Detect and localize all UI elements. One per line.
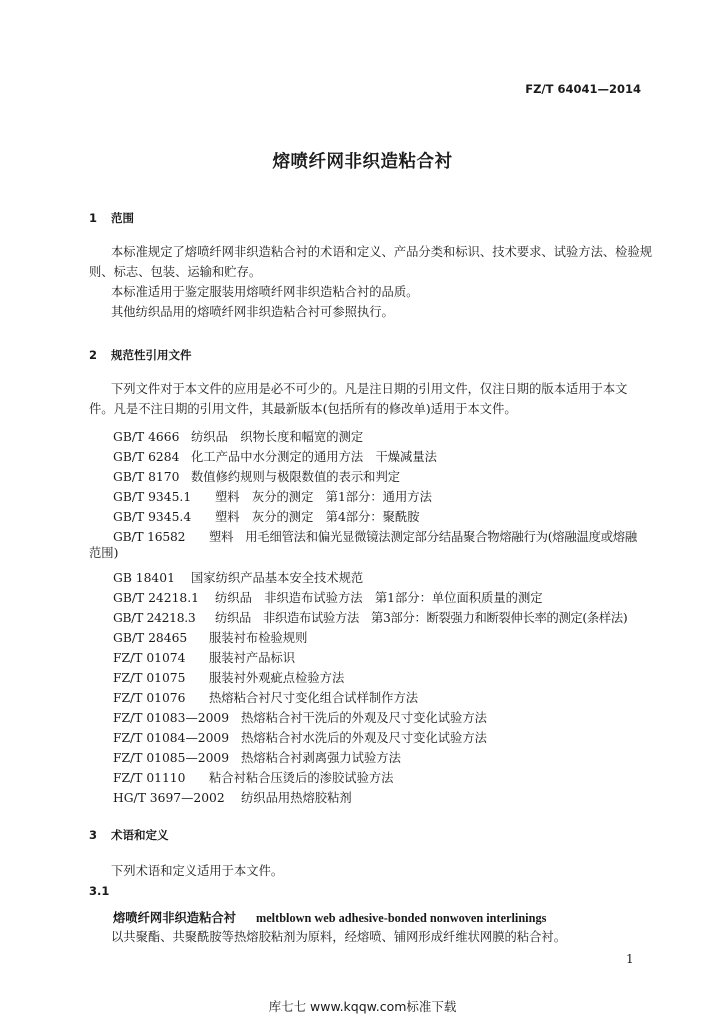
reference-name: 粘合衬粘合压烫后的渗胶试验方法 xyxy=(209,771,394,785)
reference-name: 塑料 灰分的测定 第1部分：通用方法 xyxy=(215,490,432,504)
reference-name: 纺织品 非织造布试验方法 第3部分：断裂强力和断裂伸长率的测定(条样法) xyxy=(215,611,628,625)
reference-item xyxy=(113,568,363,586)
reference-name: 塑料 灰分的测定 第4部分：聚酰胺 xyxy=(215,510,420,524)
section-2-heading xyxy=(89,347,192,363)
reference-name: 热熔粘合衬尺寸变化组合试样制作方法 xyxy=(209,691,419,705)
references-intro-line: 件。凡是不注日期的引用文件，其最新版本(包括所有的修改单)适用于本文件。 xyxy=(89,402,517,416)
scope-applicability: 本标准适用于鉴定服装用熔喷纤网非织造粘合衬的品质。 xyxy=(111,285,419,299)
reference-name: 纺织品 织物长度和幅宽的测定 xyxy=(191,430,364,444)
reference-name: 纺织品 非织造布试验方法 第1部分：单位面积质量的测定 xyxy=(215,591,543,605)
term-entry xyxy=(113,908,546,926)
reference-code: HG/T 3697—2002 xyxy=(113,791,225,805)
reference-code: FZ/T 01074 xyxy=(113,651,186,665)
reference-code: FZ/T 01083—2009 xyxy=(113,711,230,725)
term-definition: 以共聚酯、共聚酰胺等热熔胶粘剂为原料，经熔喷、铺网形成纤维状网膜的粘合衬。 xyxy=(111,930,566,944)
section-title: 术语和定义 xyxy=(111,828,169,842)
scope-other-use: 其他纺织品用的熔喷纤网非织造粘合衬可参照执行。 xyxy=(111,305,394,319)
download-footer: 库七七 www.kqqw.com标准下载 xyxy=(268,999,457,1014)
reference-name: 热熔粘合衬干洗后的外观及尺寸变化试验方法 xyxy=(241,711,487,725)
reference-name: 服装衬布检验规则 xyxy=(209,631,308,645)
reference-code: FZ/T 01110 xyxy=(113,771,186,785)
reference-item xyxy=(113,768,393,786)
reference-item xyxy=(113,588,543,606)
reference-item xyxy=(113,608,627,626)
reference-item xyxy=(113,668,344,686)
page-number: 1 xyxy=(626,952,634,966)
reference-code: GB/T 16582 xyxy=(113,530,186,544)
document-title: 熔喷纤网非织造粘合衬 xyxy=(272,152,453,172)
reference-code: GB/T 4666 xyxy=(113,430,180,444)
reference-item xyxy=(113,748,401,766)
reference-item xyxy=(113,788,352,806)
reference-name: 国家纺织产品基本安全技术规范 xyxy=(191,571,364,585)
reference-code: FZ/T 01075 xyxy=(113,671,186,685)
reference-item xyxy=(113,688,418,706)
section-1-heading xyxy=(89,210,134,226)
terms-intro: 下列术语和定义适用于本文件。 xyxy=(111,864,284,878)
reference-code: GB/T 6284 xyxy=(113,450,180,464)
reference-code: FZ/T 01085—2009 xyxy=(113,751,230,765)
reference-continuation: 范围) xyxy=(89,546,119,560)
section-number: 1 xyxy=(89,211,98,225)
reference-item xyxy=(113,708,487,726)
reference-item xyxy=(113,487,432,505)
reference-name: 数值修约规则与极限数值的表示和判定 xyxy=(191,470,401,484)
reference-item xyxy=(113,427,363,445)
reference-item xyxy=(113,648,295,666)
subsection-number: 3.1 xyxy=(89,884,110,898)
references-intro-line: 下列文件对于本文件的应用是必不可少的。凡是注日期的引用文件，仅注日期的版本适用于本文 xyxy=(111,382,628,396)
reference-name: 纺织品用热熔胶粘剂 xyxy=(241,791,352,805)
term-english: meltblown web adhesive-bonded nonwoven interlinings xyxy=(255,911,547,925)
reference-code: GB/T 9345.1 xyxy=(113,490,192,504)
reference-name: 热熔粘合衬剥离强力试验方法 xyxy=(241,751,401,765)
reference-code: GB/T 28465 xyxy=(113,631,188,645)
reference-item xyxy=(113,467,400,485)
term-chinese: 熔喷纤网非织造粘合衬 xyxy=(113,910,236,925)
reference-name: 服装衬产品标识 xyxy=(209,651,296,665)
reference-name: 塑料 用毛细管法和偏光显微镜法测定部分结晶聚合物熔融行为(熔融温度或熔融 xyxy=(209,530,637,544)
reference-item xyxy=(113,728,487,746)
reference-code: GB/T 9345.4 xyxy=(113,510,192,524)
scope-paragraph-line: 则、标志、包装、运输和贮存。 xyxy=(89,265,262,279)
section-title: 范围 xyxy=(111,211,134,225)
reference-name: 服装衬外观疵点检验方法 xyxy=(209,671,345,685)
reference-code: GB/T 8170 xyxy=(113,470,180,484)
scope-paragraph-line: 本标准规定了熔喷纤网非织造粘合衬的术语和定义、产品分类和标识、技术要求、试验方法、检验规 xyxy=(111,245,653,259)
reference-code: GB 18401 xyxy=(113,571,175,585)
section-3-heading xyxy=(89,827,169,843)
reference-code: FZ/T 01084—2009 xyxy=(113,731,230,745)
reference-code: FZ/T 01076 xyxy=(113,691,186,705)
reference-item xyxy=(113,507,420,525)
section-number: 3 xyxy=(89,828,98,842)
reference-name: 热熔粘合衬水洗后的外观及尺寸变化试验方法 xyxy=(241,731,487,745)
standard-code: FZ/T 64041—2014 xyxy=(525,82,641,96)
reference-item xyxy=(113,628,307,646)
reference-name: 化工产品中水分测定的通用方法 干燥减量法 xyxy=(191,450,437,464)
section-number: 2 xyxy=(89,348,98,362)
reference-code: GB/T 24218.1 xyxy=(113,591,199,605)
section-title: 规范性引用文件 xyxy=(111,348,192,362)
reference-item xyxy=(113,447,437,465)
reference-code: GB/T 24218.3 xyxy=(113,611,196,625)
reference-item xyxy=(113,527,637,545)
